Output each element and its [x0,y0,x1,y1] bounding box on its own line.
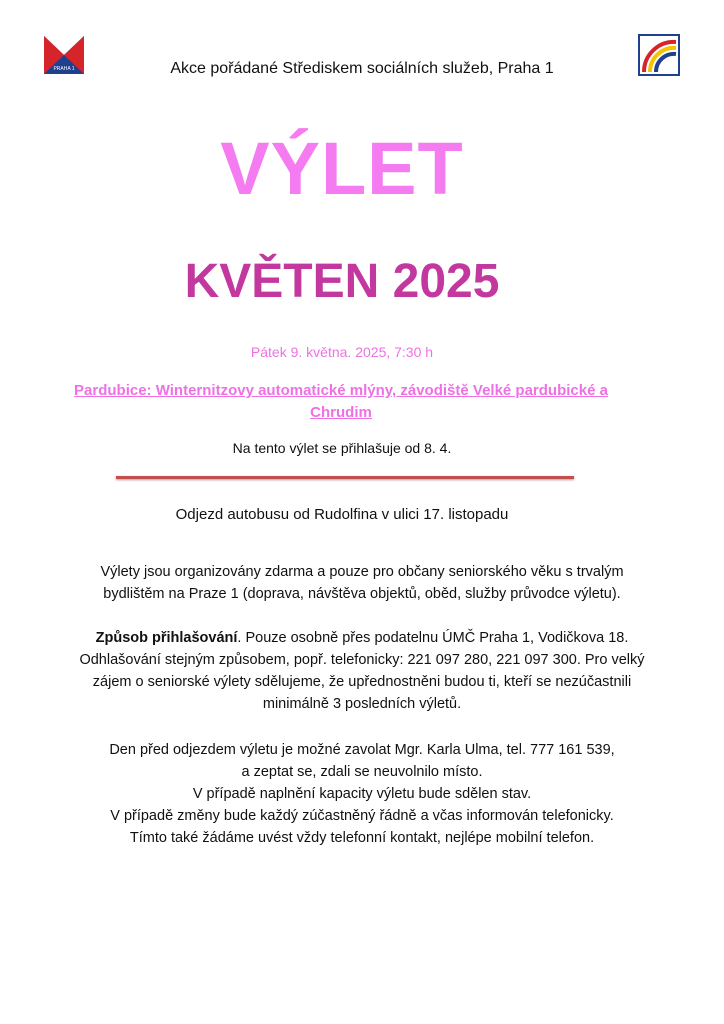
event-date-time: Pátek 9. května. 2025, 7:30 h [250,344,434,360]
contact-line: V případě změny bude každý zúčastněný řádně a včas informován telefonicky. [110,808,614,824]
registration-text: . Pouze osobně přes podatelnu ÚMČ Praha 1, Vodičkova 18. Odhlašování stejným způsobem, popř. telefonicky: 221 097 280, 221 097 300. Pro velký zájem o seniorské výlety sdělujeme, že upřednostněni budou ti, kteří se nezúčastnili minimálně 3 posledních výletů. [79,630,645,712]
contact-line: Den před odjezdem výletu je možné zavolat Mgr. Karla Ulma, tel. 777 161 539, [109,742,615,758]
departure-info: Odjezd autobusu od Rudolfina v ulici 17. listopadu [175,506,509,523]
eligibility-text: Výlety jsou organizovány zdarma a pouze pro občany seniorského věku s trvalým bydlištěm na Praze 1 (doprava, návštěva objektů, oběd, služby průvodce výletu). [100,564,624,602]
signup-from-date: Na tento výlet se přihlašuje od 8. 4. [232,440,452,456]
registration-paragraph [70,627,654,715]
registration-label: Způsob přihlašování [95,630,238,646]
eligibility-paragraph [70,561,654,605]
event-month: KVĚTEN 2025 [184,255,500,308]
contact-paragraph [70,739,654,849]
organizer-line: Akce pořádané Střediskem sociálních služeb, Praha 1 [170,60,554,77]
contact-line: V případě naplnění kapacity výletu bude sdělen stav. [192,786,532,802]
event-destination: Pardubice: Winternitzovy automatické mlýny, závodiště Velké pardubické a Chrudim [74,382,608,421]
event-title: VÝLET [220,127,464,210]
contact-line: a zeptat se, zdali se neuvolnilo místo. [241,764,483,780]
divider [116,476,574,479]
contact-line: Tímto také žádáme uvést vždy telefonní kontakt, nejlépe mobilní telefon. [129,830,595,846]
praha1-logo-text: PRAHA 1 [53,66,75,72]
